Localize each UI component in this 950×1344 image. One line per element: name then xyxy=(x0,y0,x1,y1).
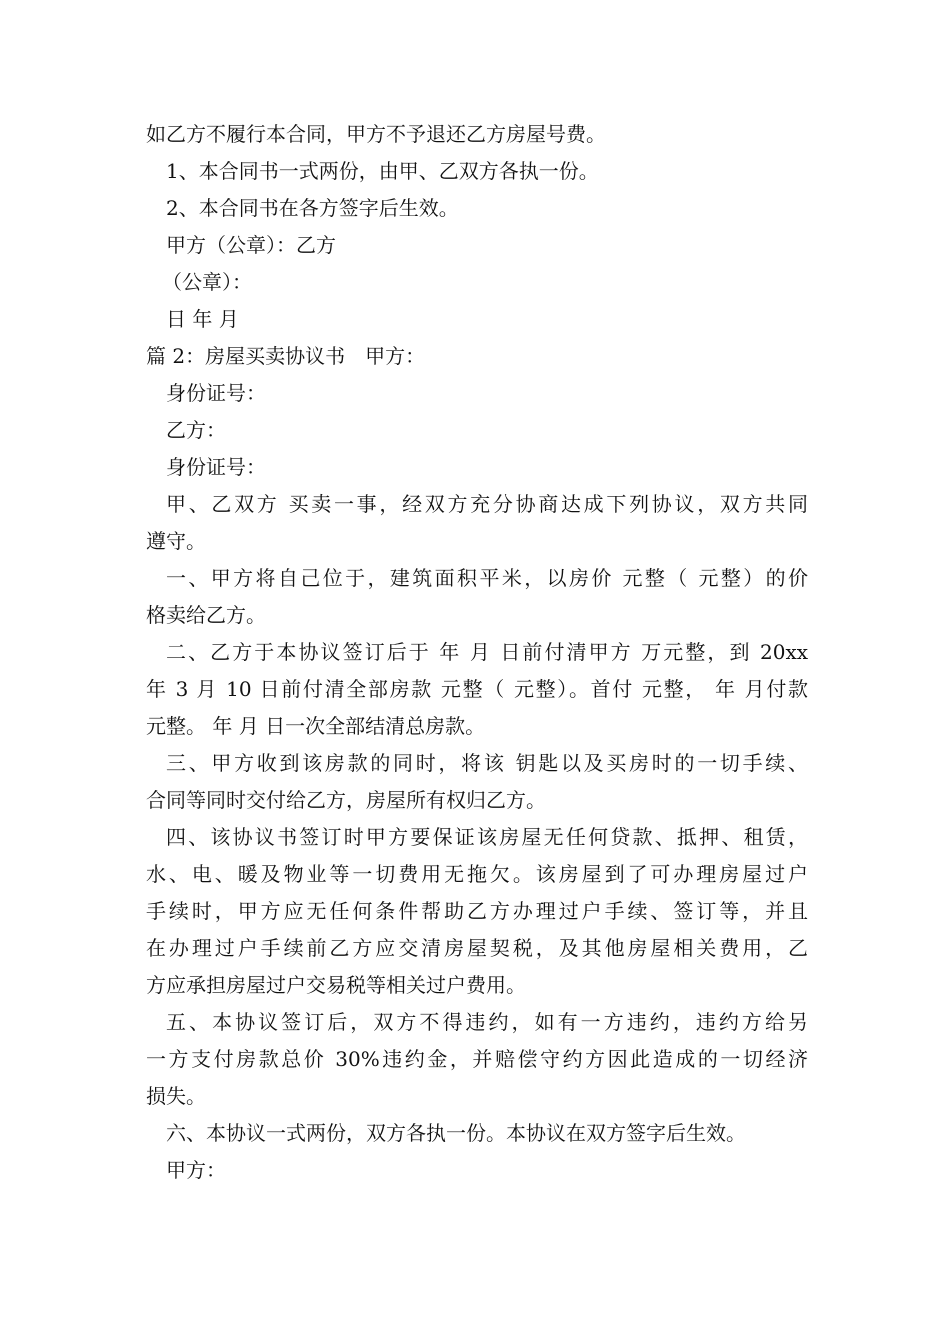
text-line: 身份证号： xyxy=(166,381,266,405)
text-line: 甲方： xyxy=(166,1158,226,1182)
text-line: 二、乙方于本协议签订后于 年 月 日前付清甲方 万元整，到 20xx xyxy=(166,640,808,664)
text-line: 日 年 月 xyxy=(166,307,239,331)
text-line: 如乙方不履行本合同，甲方不予退还乙方房屋号费。 xyxy=(146,122,606,146)
text-line: 身份证号： xyxy=(166,455,266,479)
text-line: 一方支付房款总价 30%违约金，并赔偿守约方因此造成的一切经济 xyxy=(146,1047,808,1071)
text-line: 甲方（公章）：乙方 xyxy=(166,233,336,257)
text-line: 手续时，甲方应无任何条件帮助乙方办理过户手续、签订等，并且 xyxy=(146,899,808,923)
text-line: 乙方： xyxy=(166,418,226,442)
text-line: 水、电、暖及物业等一切费用无拖欠。该房屋到了可办理房屋过户 xyxy=(146,862,808,886)
text-line: 损失。 xyxy=(146,1084,206,1108)
text-line: 格卖给乙方。 xyxy=(146,603,266,627)
text-line: 1、本合同书一式两份，由甲、乙双方各执一份。 xyxy=(166,159,599,183)
text-line: 合同等同时交付给乙方，房屋所有权归乙方。 xyxy=(146,788,546,812)
text-line: 六、本协议一式两份，双方各执一份。本协议在双方签字后生效。 xyxy=(166,1121,746,1145)
text-line: 年 3 月 10 日前付清全部房款 元整（ 元整）。首付 元整， 年 月付款 xyxy=(146,677,808,701)
text-line: 三、甲方收到该房款的同时，将该 钥匙以及买房时的一切手续、 xyxy=(166,751,808,775)
text-line: （公章）： xyxy=(162,270,252,294)
text-line: 在办理过户手续前乙方应交清房屋契税，及其他房屋相关费用，乙 xyxy=(146,936,808,960)
text-line: 方应承担房屋过户交易税等相关过户费用。 xyxy=(146,973,526,997)
text-line: 五、本协议签订后，双方不得违约，如有一方违约，违约方给另 xyxy=(166,1010,808,1034)
document-body xyxy=(146,116,808,1189)
text-line: 篇 2：房屋买卖协议书 甲方： xyxy=(146,344,426,368)
text-line: 甲、乙双方 买卖一事，经双方充分协商达成下列协议，双方共同 xyxy=(166,492,808,516)
text-line: 2、本合同书在各方签字后生效。 xyxy=(166,196,459,220)
text-line: 元整。 年 月 日一次全部结清总房款。 xyxy=(146,714,486,738)
text-line: 四、该协议书签订时甲方要保证该房屋无任何贷款、抵押、租赁， xyxy=(166,825,808,849)
text-line: 一、甲方将自己位于，建筑面积平米，以房价 元整（ 元整）的价 xyxy=(166,566,808,590)
text-line: 遵守。 xyxy=(146,529,206,553)
